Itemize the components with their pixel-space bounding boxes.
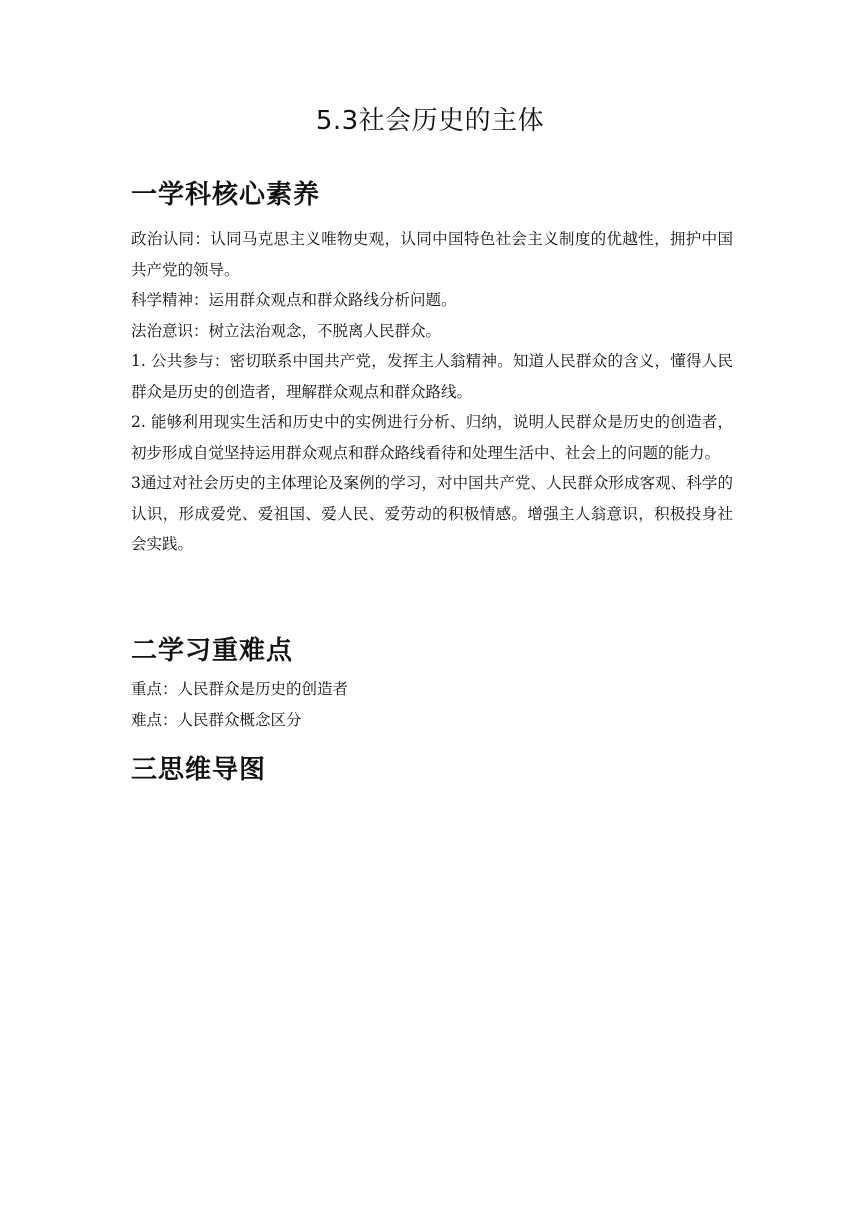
section-heading-key-points: 二学习重难点 [131, 636, 294, 666]
paragraph-political-identity: 政治认同：认同马克思主义唯物史观，认同中国特色社会主义制度的优越性，拥护中国共产党的领导。 [131, 230, 733, 279]
paragraph-item-1: 1. 公共参与：密切联系中国共产党，发挥主人翁精神。知道人民群众的含义，懂得人民群众是历史的创造者，理解群众观点和群众路线。 [131, 352, 733, 401]
core-literacy-body [131, 224, 733, 560]
paragraph-rule-of-law: 法治意识：树立法治观念，不脱离人民群众。 [131, 321, 442, 340]
paragraph-scientific-spirit: 科学精神：运用群众观点和群众路线分析问题。 [131, 291, 457, 309]
key-points-body [131, 674, 733, 735]
section-heading-core-literacy: 一学科核心素养 [131, 180, 321, 210]
paragraph-key-point: 重点：人民群众是历史的创造者 [131, 680, 349, 698]
section-heading-mind-map: 三思维导图 [131, 755, 267, 785]
paragraph-item-2: 2. 能够利用现实生活和历史中的实例进行分析、归纳，说明人民群众是历史的创造者，初步形成自觉坚持运用群众观点和群众路线看待和处理生活中、社会上的问题的能力。 [131, 413, 733, 462]
paragraph-difficult-point: 难点：人民群众概念区分 [131, 710, 302, 729]
page-title: 5.3社会历史的主体 [315, 106, 545, 136]
paragraph-item-3: 3通过对社会历史的主体理论及案例的学习，对中国共产党、人民群众形成客观、科学的认识，形成爱党、爱祖国、爱人民、爱劳动的积极情感。增强主人翁意识，积极投身社会实践。 [131, 474, 733, 553]
